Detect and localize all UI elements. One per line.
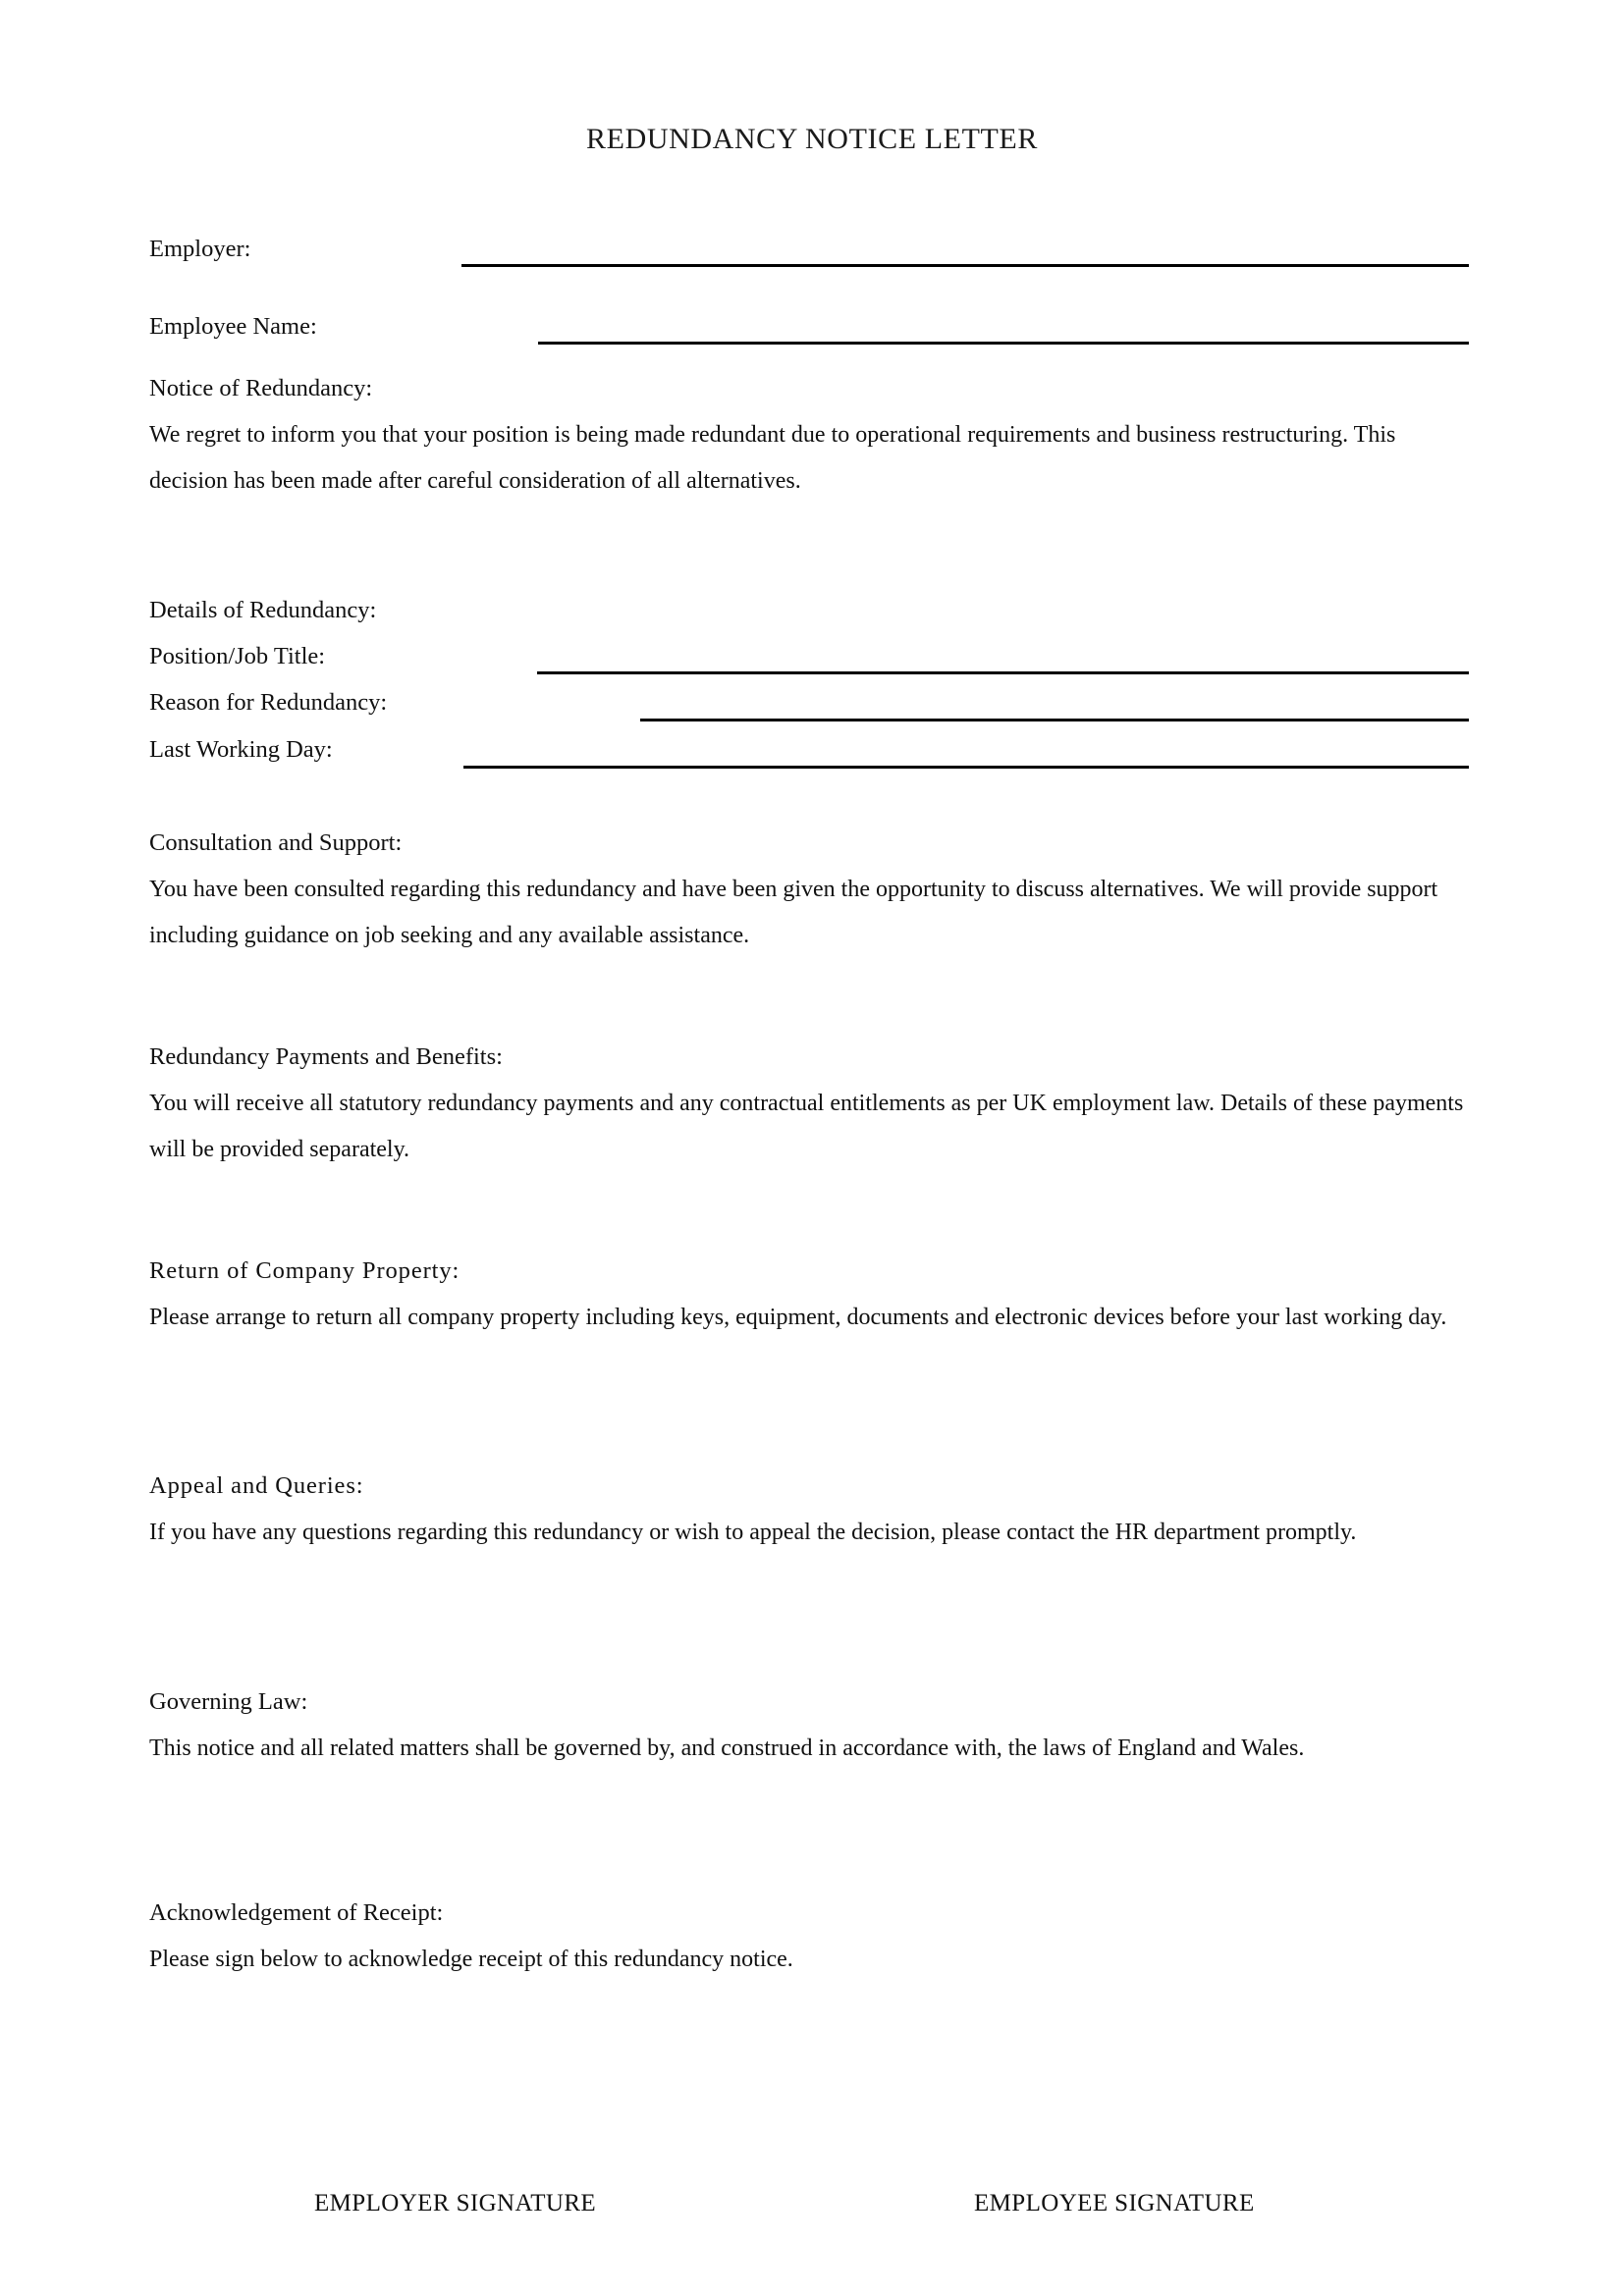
appeal-and-queries-body: If you have any questions regarding this redundancy or wish to appeal the decision, please contact the HR department promptly. bbox=[149, 1520, 1357, 1545]
notice-of-redundancy-body: We regret to inform you that your position is being made redundant due to operational requirements and business restructuring. This decision has been made after careful consideration of all alternatives. bbox=[149, 422, 1396, 494]
consultation-and-support-body: You have been consulted regarding this redundancy and have been given the opportunity to discuss alternatives. We will provide support including guidance on job seeking and any available assistance. bbox=[149, 877, 1438, 948]
employer-signature-label: EMPLOYER SIGNATURE bbox=[314, 2190, 597, 2216]
reason-for-redundancy-fill-line[interactable] bbox=[640, 719, 1469, 721]
employee-name-fill-line[interactable] bbox=[538, 342, 1469, 345]
last-working-day-field-label: Last Working Day: bbox=[149, 736, 333, 763]
appeal-and-queries-heading: Appeal and Queries: bbox=[149, 1472, 364, 1499]
governing-law-body: This notice and all related matters shall be governed by, and construed in accordance with, the laws of England and Wales. bbox=[149, 1735, 1305, 1761]
acknowledgement-of-receipt-body: Please sign below to acknowledge receipt of this redundancy notice. bbox=[149, 1947, 793, 1972]
reason-for-redundancy-field-label: Reason for Redundancy: bbox=[149, 689, 388, 716]
return-of-company-property-heading: Return of Company Property: bbox=[149, 1257, 460, 1284]
employer-field-label: Employer: bbox=[149, 236, 251, 262]
details-of-redundancy-heading: Details of Redundancy: bbox=[149, 597, 377, 623]
employer-fill-line[interactable] bbox=[461, 264, 1469, 267]
governing-law-heading: Governing Law: bbox=[149, 1688, 308, 1715]
redundancy-payments-and-benefits-body: You will receive all statutory redundancy payments and any contractual entitlements as per UK employment law. Details of these payments will be provided separately. bbox=[149, 1091, 1464, 1162]
page-title: REDUNDANCY NOTICE LETTER bbox=[586, 123, 1038, 155]
last-working-day-fill-line[interactable] bbox=[463, 766, 1469, 769]
position-job-title-field-label: Position/Job Title: bbox=[149, 643, 326, 669]
employee-name-field-label: Employee Name: bbox=[149, 313, 317, 340]
notice-of-redundancy-heading: Notice of Redundancy: bbox=[149, 375, 373, 401]
position-job-title-fill-line[interactable] bbox=[537, 671, 1469, 674]
return-of-company-property-body: Please arrange to return all company property including keys, equipment, documents and electronic devices before your last working day. bbox=[149, 1305, 1447, 1330]
consultation-and-support-heading: Consultation and Support: bbox=[149, 829, 403, 856]
redundancy-payments-and-benefits-heading: Redundancy Payments and Benefits: bbox=[149, 1043, 503, 1070]
employee-signature-label: EMPLOYEE SIGNATURE bbox=[974, 2190, 1255, 2216]
acknowledgement-of-receipt-heading: Acknowledgement of Receipt: bbox=[149, 1899, 444, 1926]
